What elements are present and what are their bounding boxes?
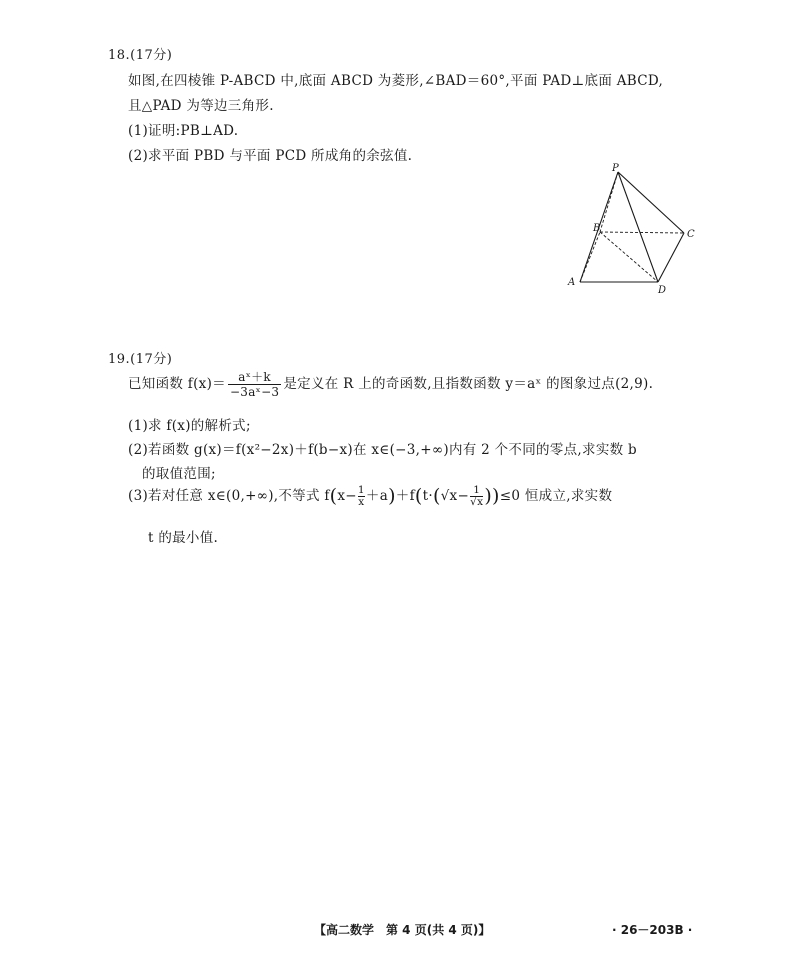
paren-close-1: ) (388, 485, 396, 507)
fx-denominator: −3aˣ−3 (229, 385, 280, 399)
label-C: C (687, 229, 695, 240)
q19-part3-arg2: ＋a (365, 488, 389, 504)
paren-open-2: ( (414, 485, 423, 507)
q19-part1: (1)求 f(x)的解析式; (128, 418, 251, 434)
q18-part1: (1)证明:PB⊥AD. (128, 123, 239, 139)
q19-part3-arg1: x− (337, 488, 357, 504)
fraction-numerator: 1 (473, 484, 481, 496)
q18-statement-line2: 且△PAD 为等边三角形. (128, 98, 274, 114)
q18-part2: (2)求平面 PBD 与平面 PCD 所成角的余弦值. (128, 148, 413, 164)
q18-number: 18.(17分) (108, 48, 173, 63)
q19-part3-t: t· (422, 488, 433, 504)
minus-sign: − (457, 488, 470, 504)
edge-PD (618, 172, 658, 282)
q19-number: 19.(17分) (108, 352, 173, 367)
label-A: A (568, 277, 576, 288)
paren-open-1: ( (329, 485, 338, 507)
paren-open-3: ( (432, 485, 441, 507)
footer-code: · 26－203B · (612, 923, 693, 937)
edge-BC (600, 232, 684, 233)
q19-part3-prefix: (3)若对任意 x∈(0,+∞),不等式 f (128, 488, 330, 504)
fx-fraction (228, 370, 281, 399)
pyramid-figure (560, 160, 700, 300)
fx-numerator: aˣ＋k (238, 370, 271, 384)
paren-close-2: ) (492, 485, 500, 507)
q19-part3-suffix: ≤0 恒成立,求实数 (499, 488, 613, 504)
q19-part2-line1: (2)若函数 g(x)＝f(x²−2x)＋f(b−x)在 x∈(−3,+∞)内有 2 个不同的零点,求实数 b (128, 442, 637, 458)
label-P: P (612, 163, 619, 174)
fraction-denominator: √x (470, 496, 484, 508)
q19-part2-line2: 的取值范围; (142, 466, 216, 482)
label-D: D (658, 285, 667, 296)
q19-part3-mid: ＋f (395, 488, 415, 504)
fraction-denominator: x (358, 496, 365, 508)
label-B: B (593, 223, 601, 234)
sqrt-x: √x (440, 488, 458, 504)
edge-PC (618, 172, 684, 233)
one-over-x-fraction (358, 485, 365, 508)
one-over-sqrt-x-fraction (470, 485, 483, 508)
edge-DC (658, 233, 684, 282)
footer-page-info: 【高二数学 第 4 页(共 4 页)】 (314, 923, 491, 937)
fraction-numerator: 1 (357, 484, 365, 496)
q19-intro-prefix: 已知函数 f(x)＝ (128, 376, 226, 392)
q19-intro (128, 370, 653, 399)
q19-intro-suffix: 是定义在 R 上的奇函数,且指数函数 y＝aˣ 的图象过点(2,9). (283, 376, 654, 392)
paren-close-3: ) (484, 485, 493, 507)
q18-statement-line1: 如图,在四棱锥 P-ABCD 中,底面 ABCD 为菱形,∠BAD＝60°,平面 PAD⊥底面 ABCD, (128, 73, 664, 89)
q19-part3-line1 (128, 484, 612, 508)
q19-part3-line2: t 的最小值. (148, 530, 219, 546)
